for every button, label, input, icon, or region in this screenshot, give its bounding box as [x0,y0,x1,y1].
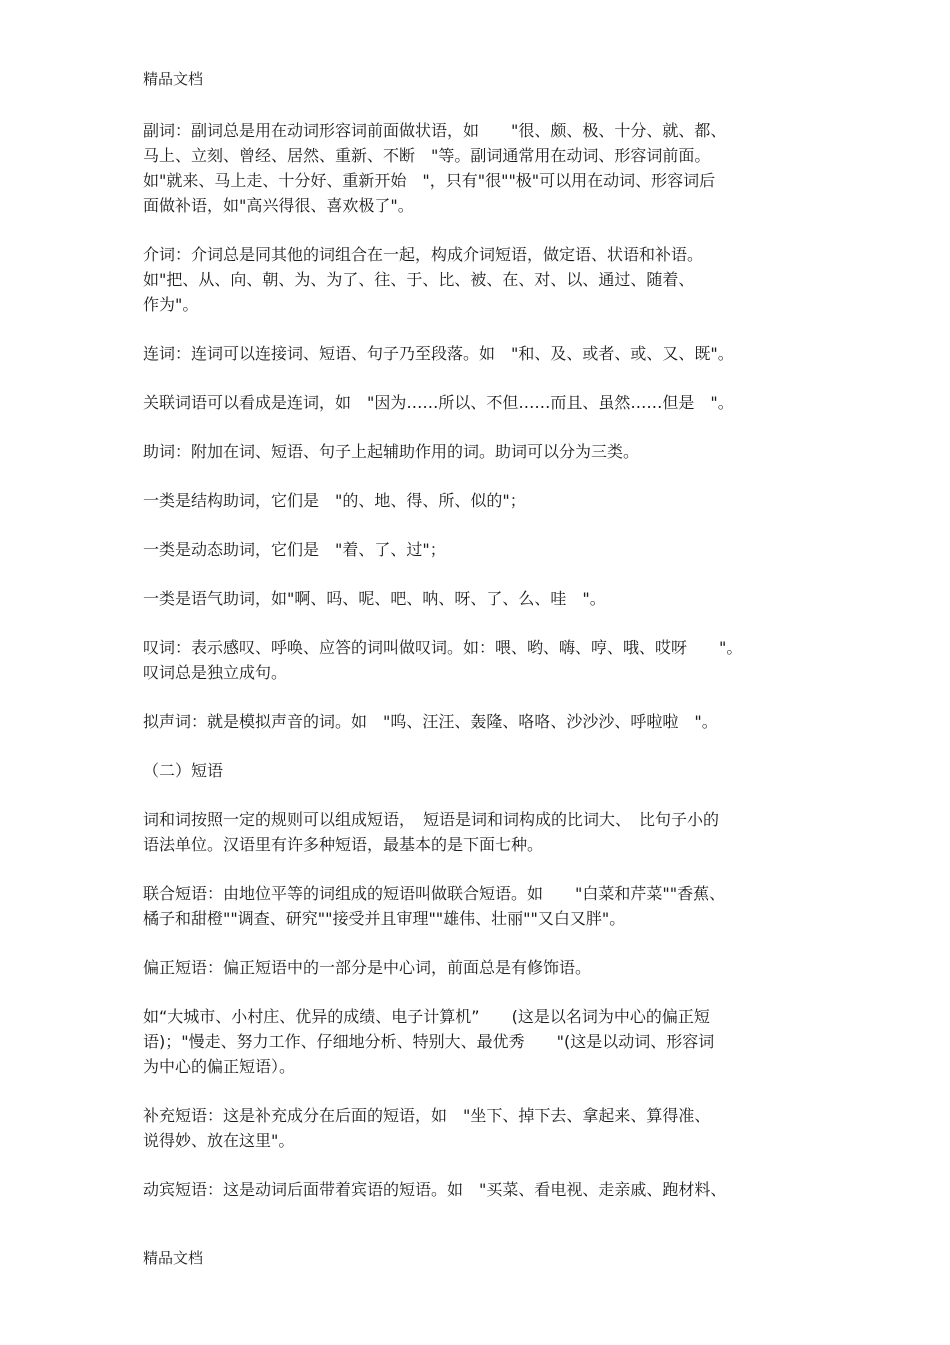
text-line: 一类是结构助词，它们是 "的、地、得、所、似的"； [143,491,526,510]
text-line: 如"把、从、向、朝、为、为了、往、于、比、被、在、对、以、通过、随着、 [143,270,695,289]
paragraph [143,118,808,218]
paragraph [143,635,808,685]
text-line: 语法单位。汉语里有许多种短语，最基本的是下面七种。 [143,835,544,854]
paragraph [143,807,808,857]
text-line: 关联词语可以看成是连词，如 "因为……所以、不但……而且、虽然……但是 "。 [143,393,734,412]
paragraph [143,341,808,366]
text-line: 一类是语气助词，如"啊、吗、呢、吧、呐、呀、了、么、哇 "。 [143,589,606,608]
text-line: 面做补语，如"高兴得很、喜欢极了"。 [143,196,414,215]
text-line: 马上、立刻、曾经、居然、重新、不断 "等。副词通常用在动词、形容词前面。 [143,146,711,165]
text-line: 补充短语：这是补充成分在后面的短语，如 "坐下、掉下去、拿起来、算得准、 [143,1106,711,1125]
text-line: 一类是动态助词，它们是 "着、了、过"； [143,540,446,559]
text-line: 介词：介词总是同其他的词组合在一起，构成介词短语，做定语、状语和补语。 [143,245,704,264]
text-line: 为中心的偏正短语）。 [143,1057,296,1076]
document-body [143,118,808,1226]
paragraph [143,586,808,611]
text-line: 动宾短语：这是动词后面带着宾语的短语。如 "买菜、看电视、走亲戚、跑材料、 [143,1180,727,1199]
paragraph [143,758,808,783]
text-line: 词和词按照一定的规则可以组成短语， 短语是词和词构成的比词大、 比句子小的 [143,810,720,829]
paragraph [143,1177,808,1202]
paragraph [143,537,808,562]
text-line: 连词：连词可以连接词、短语、句子乃至段落。如 "和、及、或者、或、又、既"。 [143,344,734,363]
paragraph [143,488,808,513]
text-line: 副词：副词总是用在动词形容词前面做状语，如 "很、颇、极、十分、就、都、 [143,121,727,140]
text-line: 拟声词：就是模拟声音的词。如 "呜、汪汪、轰隆、咯咯、沙沙沙、呼啦啦 "。 [143,712,718,731]
page-header: 精品文档 [143,70,204,88]
text-line: 说得妙、放在这里"。 [143,1131,295,1150]
text-line: 叹词：表示感叹、呼唤、应答的词叫做叹词。如：喂、哟、嗨、哼、哦、哎呀 "。 [143,638,743,657]
paragraph [143,439,808,464]
paragraph [143,242,808,317]
paragraph [143,390,808,415]
paragraph [143,709,808,734]
text-line: 偏正短语：偏正短语中的一部分是中心词，前面总是有修饰语。 [143,958,592,977]
page-footer: 精品文档 [143,1249,204,1267]
text-line: 语)；"慢走、努力工作、仔细地分析、特别大、最优秀 "(这是以动词、形容词 [143,1032,715,1051]
text-line: 联合短语：由地位平等的词组成的短语叫做联合短语。如 "白菜和芹菜""香蕉、 [143,884,726,903]
paragraph [143,881,808,931]
text-line: 作为"。 [143,295,199,314]
text-line: 如"就来、马上走、十分好、重新开始 "，只有"很""极"可以用在动词、形容词后 [143,171,716,190]
text-line: 叹词总是独立成句。 [143,663,288,682]
text-line: 如“大城市、小村庄、优异的成绩、电子计算机” (这是以名词为中心的偏正短 [143,1007,710,1026]
paragraph [143,955,808,980]
text-line: （二）短语 [143,761,224,780]
text-line: 橘子和甜橙""调查、研究""接受并且审理""雄伟、壮丽""又白又胖"。 [143,909,626,928]
paragraph [143,1103,808,1153]
paragraph [143,1004,808,1079]
text-line: 助词：附加在词、短语、句子上起辅助作用的词。助词可以分为三类。 [143,442,640,461]
